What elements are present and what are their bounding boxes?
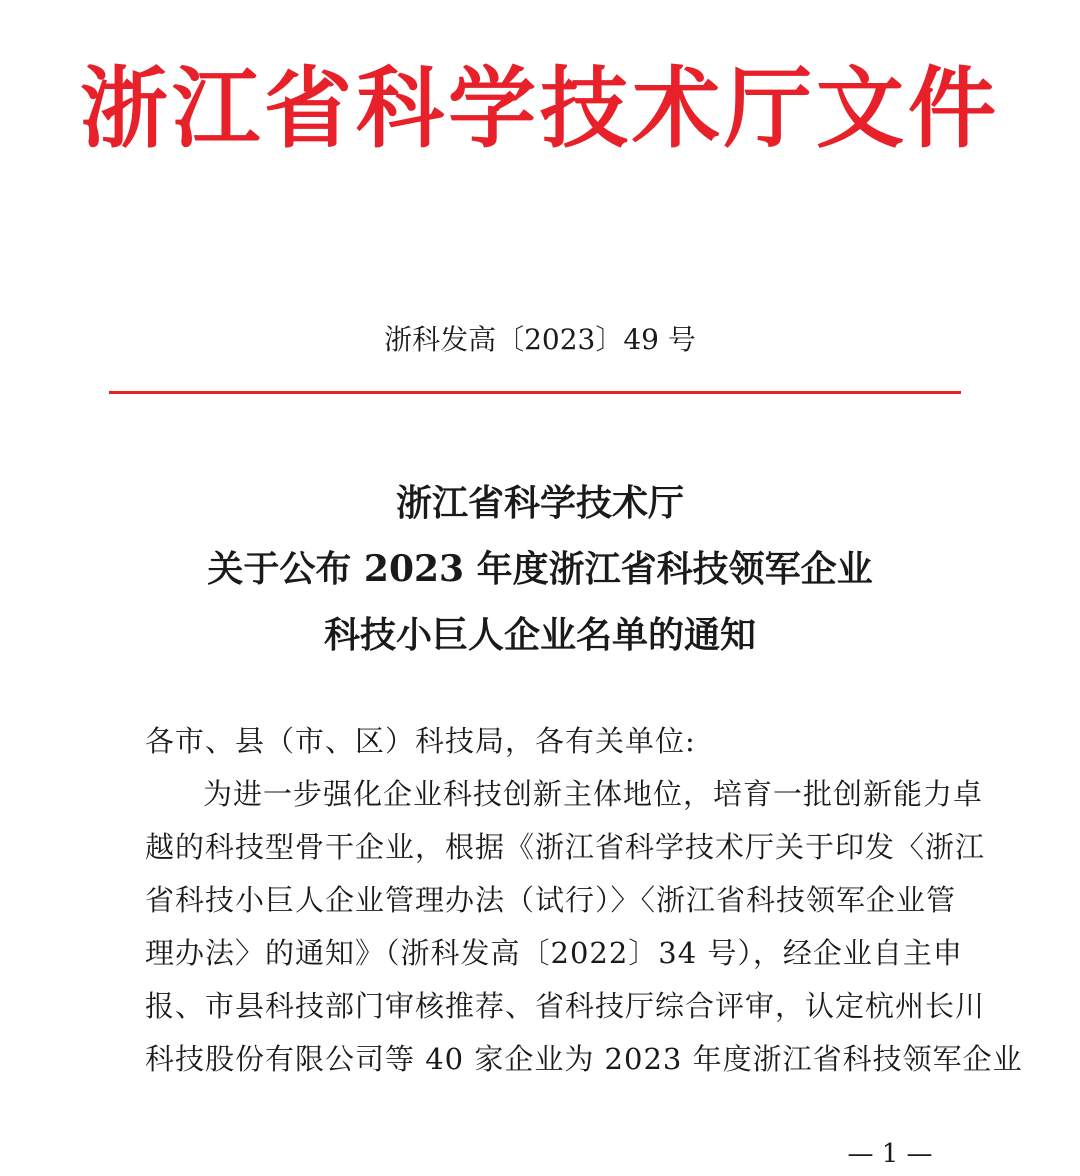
notice-title-line-2: 关于公布 2023 年度浙江省科技领军企业	[207, 548, 873, 590]
paragraph-line: 科技股份有限公司等 40 家企业为 2023 年度浙江省科技领军企业	[145, 1042, 1023, 1076]
page-number: — 1 —	[847, 1139, 933, 1169]
paragraph-line: 报、市县科技部门审核推荐、省科技厅综合评审，认定杭州长川	[145, 989, 986, 1023]
notice-title	[0, 470, 1080, 668]
document-header-title: 浙江省科学技术厅文件	[79, 56, 1000, 160]
notice-title-line-1: 浙江省科学技术厅	[395, 482, 684, 524]
paragraph-line: 为进一步强化企业科技创新主体地位，培育一批创新能力卓	[203, 777, 984, 811]
paragraph-line: 理办法〉的通知》（浙科发高〔2022〕34 号），经企业自主申	[145, 936, 963, 970]
paragraph-line: 越的科技型骨干企业，根据《浙江省科学技术厅关于印发〈浙江	[145, 830, 986, 864]
document-number: 浙科发高〔2023〕49 号	[384, 323, 696, 356]
notice-title-line-3: 科技小巨人企业名单的通知	[323, 614, 756, 656]
salutation: 各市、县（市、区）科技局，各有关单位:	[145, 724, 696, 758]
paragraph-line: 省科技小巨人企业管理办法（试行）〉〈浙江省科技领军企业管	[145, 883, 957, 917]
notice-body	[145, 715, 1023, 1086]
header-red-rule	[109, 391, 961, 394]
